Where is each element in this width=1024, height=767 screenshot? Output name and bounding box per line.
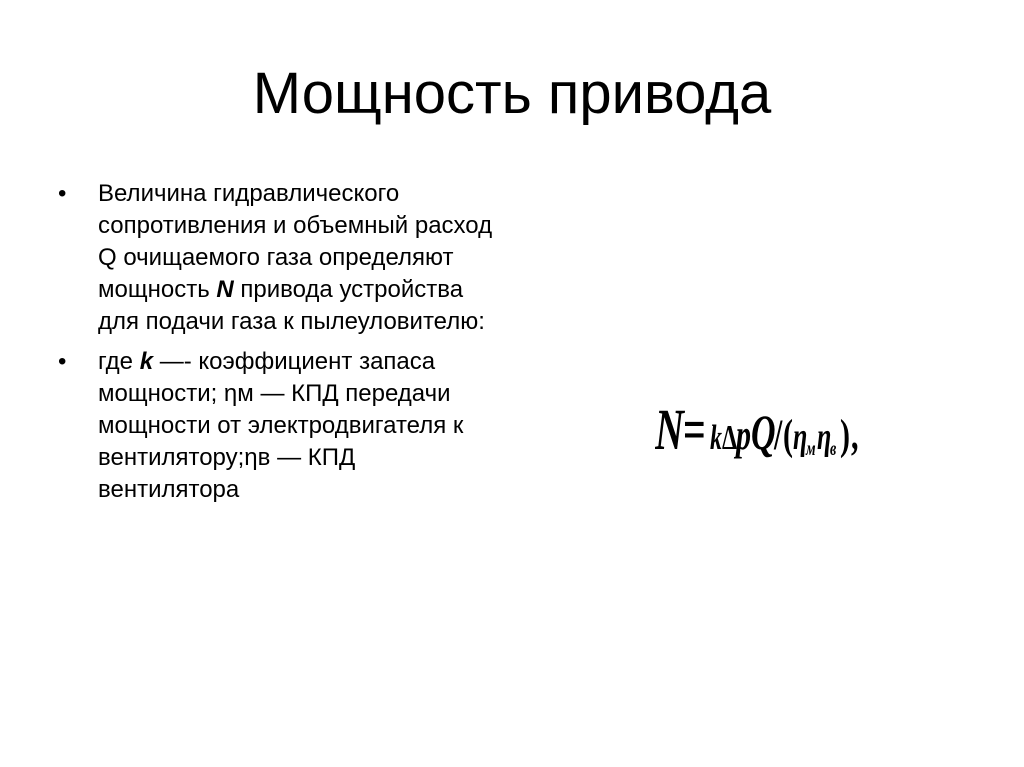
bullet-item-where	[58, 346, 498, 506]
formula-N: N	[655, 397, 684, 462]
bullet-text-before: Величина гидравлического сопротивления и объемный расход Q очищаемого газа определяют мощность	[98, 180, 493, 303]
formula-Q: Q	[751, 406, 776, 461]
power-formula	[655, 394, 865, 468]
formula-open-paren: (	[783, 411, 793, 460]
formula-sub-v: в	[830, 436, 837, 460]
bullet-mark: •	[58, 180, 67, 207]
variable-N: N	[216, 276, 234, 303]
formula-close-paren: )	[840, 411, 850, 460]
formula-delta: Δ	[722, 418, 738, 458]
formula-p: p	[736, 411, 752, 460]
formula-eta-m: η	[793, 416, 808, 459]
bullet-item-power	[58, 178, 498, 338]
formula-comma: ,	[851, 411, 859, 460]
bullet-text-after: привода устройства для подачи газа к пылеуловителю:	[98, 276, 485, 335]
formula-sub-m: м	[806, 436, 816, 460]
bullet-mark: •	[58, 348, 67, 375]
formula-k: k	[710, 418, 722, 458]
slide-title: Мощность привода	[252, 61, 772, 126]
bullet-list	[58, 178, 498, 514]
bullet-text-after: —- коэффициент запаса мощности; ηм — КПД передачи мощности от электродвигателя к вентилятору;ηв — КПД вентилятора	[98, 348, 464, 503]
formula-equals: =	[683, 397, 706, 462]
formula-slash: /	[774, 411, 783, 460]
bullet-text-before: где	[98, 348, 140, 375]
variable-k: k	[139, 348, 154, 375]
formula-eta-v: η	[817, 416, 832, 459]
